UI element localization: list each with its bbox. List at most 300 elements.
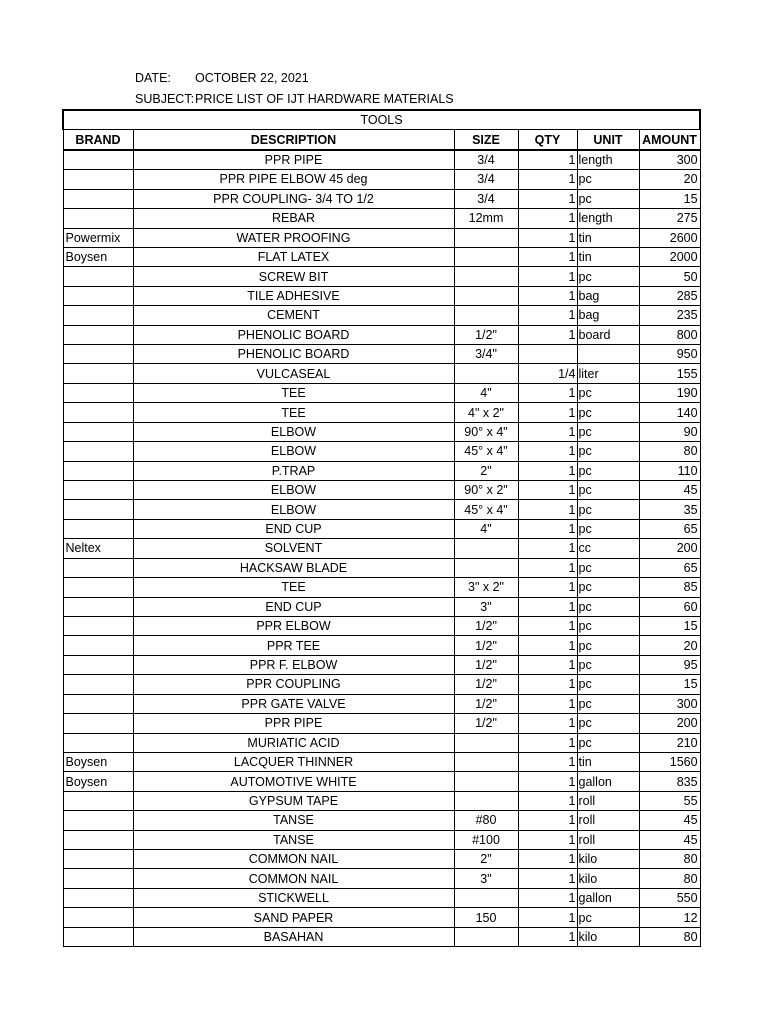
description-cell: ELBOW [133, 442, 454, 461]
table-row [63, 481, 700, 500]
amount-cell: 15 [639, 189, 700, 208]
description-cell: PPR PIPE [133, 150, 454, 170]
qty-cell: 1 [518, 908, 577, 927]
table-row [63, 675, 700, 694]
amount-cell: 45 [639, 481, 700, 500]
table-row [63, 558, 700, 577]
description-cell: PPR GATE VALVE [133, 694, 454, 713]
size-cell [454, 888, 518, 907]
unit-cell: pc [577, 461, 639, 480]
description-cell: COMMON NAIL [133, 869, 454, 888]
brand-cell [63, 209, 133, 228]
table-row [63, 850, 700, 869]
amount-cell: 835 [639, 772, 700, 791]
amount-cell: 300 [639, 694, 700, 713]
table-row [63, 500, 700, 519]
unit-cell: tin [577, 247, 639, 266]
amount-cell: 80 [639, 442, 700, 461]
qty-cell: 1 [518, 811, 577, 830]
size-cell [454, 228, 518, 247]
brand-cell [63, 558, 133, 577]
amount-cell: 140 [639, 403, 700, 422]
qty-cell: 1 [518, 403, 577, 422]
brand-cell [63, 519, 133, 538]
qty-cell: 1 [518, 150, 577, 170]
description-cell: PPR COUPLING- 3/4 TO 1/2 [133, 189, 454, 208]
table-row [63, 325, 700, 344]
brand-cell [63, 500, 133, 519]
qty-cell: 1 [518, 383, 577, 402]
description-cell: PPR F. ELBOW [133, 655, 454, 674]
column-header-qty: QTY [518, 130, 577, 150]
description-cell: SCREW BIT [133, 267, 454, 286]
table-row [63, 869, 700, 888]
qty-cell: 1 [518, 325, 577, 344]
description-cell: ELBOW [133, 422, 454, 441]
table-row [63, 170, 700, 189]
brand-cell [63, 830, 133, 849]
size-cell: 1/2" [454, 694, 518, 713]
description-cell: GYPSUM TAPE [133, 791, 454, 810]
brand-cell: Boysen [63, 247, 133, 266]
qty-cell: 1/4 [518, 364, 577, 383]
unit-cell: roll [577, 791, 639, 810]
table-row [63, 927, 700, 946]
amount-cell: 285 [639, 286, 700, 305]
table-row [63, 616, 700, 635]
table-row [63, 189, 700, 208]
amount-cell: 55 [639, 791, 700, 810]
qty-cell: 1 [518, 714, 577, 733]
unit-cell: pc [577, 267, 639, 286]
unit-cell: kilo [577, 869, 639, 888]
qty-cell: 1 [518, 752, 577, 771]
amount-cell: 80 [639, 850, 700, 869]
brand-cell [63, 655, 133, 674]
table-row [63, 714, 700, 733]
qty-cell: 1 [518, 694, 577, 713]
description-cell: SOLVENT [133, 539, 454, 558]
size-cell [454, 286, 518, 305]
description-cell: REBAR [133, 209, 454, 228]
unit-cell: pc [577, 694, 639, 713]
table-title: TOOLS [63, 110, 700, 130]
unit-cell: pc [577, 189, 639, 208]
description-cell: ELBOW [133, 481, 454, 500]
brand-cell [63, 345, 133, 364]
qty-cell: 1 [518, 228, 577, 247]
unit-cell: pc [577, 714, 639, 733]
unit-cell: pc [577, 481, 639, 500]
amount-cell: 35 [639, 500, 700, 519]
size-cell: 45° x 4" [454, 500, 518, 519]
qty-cell: 1 [518, 636, 577, 655]
qty-cell: 1 [518, 830, 577, 849]
size-cell [454, 364, 518, 383]
unit-cell: length [577, 209, 639, 228]
table-row [63, 772, 700, 791]
brand-cell [63, 403, 133, 422]
table-row [63, 364, 700, 383]
size-cell: 3" x 2" [454, 578, 518, 597]
qty-cell: 1 [518, 558, 577, 577]
date-line [135, 71, 309, 85]
brand-cell [63, 325, 133, 344]
description-cell: BASAHAN [133, 927, 454, 946]
size-cell [454, 791, 518, 810]
date-label: DATE: [135, 71, 171, 85]
unit-cell: pc [577, 675, 639, 694]
description-cell: TEE [133, 383, 454, 402]
amount-cell: 80 [639, 927, 700, 946]
amount-cell: 550 [639, 888, 700, 907]
unit-cell: board [577, 325, 639, 344]
qty-cell: 1 [518, 888, 577, 907]
amount-cell: 200 [639, 539, 700, 558]
qty-cell: 1 [518, 247, 577, 266]
qty-cell: 1 [518, 306, 577, 325]
table-row [63, 888, 700, 907]
amount-cell: 95 [639, 655, 700, 674]
table-row [63, 578, 700, 597]
table-row [63, 539, 700, 558]
qty-cell: 1 [518, 189, 577, 208]
size-cell: 1/2" [454, 655, 518, 674]
table-row [63, 247, 700, 266]
table-row [63, 345, 700, 364]
qty-cell: 1 [518, 500, 577, 519]
table-row [63, 733, 700, 752]
brand-cell: Boysen [63, 772, 133, 791]
size-cell: #80 [454, 811, 518, 830]
amount-cell: 200 [639, 714, 700, 733]
description-cell: END CUP [133, 597, 454, 616]
unit-cell: pc [577, 733, 639, 752]
table-row [63, 306, 700, 325]
brand-cell: Powermix [63, 228, 133, 247]
qty-cell: 1 [518, 170, 577, 189]
description-cell: PHENOLIC BOARD [133, 345, 454, 364]
amount-cell: 2600 [639, 228, 700, 247]
column-header-size: SIZE [454, 130, 518, 150]
size-cell: 1/2" [454, 616, 518, 635]
brand-cell [63, 733, 133, 752]
amount-cell: 15 [639, 675, 700, 694]
description-cell: VULCASEAL [133, 364, 454, 383]
size-cell: 90° x 4" [454, 422, 518, 441]
brand-cell [63, 675, 133, 694]
brand-cell [63, 170, 133, 189]
description-cell: WATER PROOFING [133, 228, 454, 247]
table-row [63, 811, 700, 830]
qty-cell: 1 [518, 267, 577, 286]
brand-cell [63, 850, 133, 869]
column-header-description: DESCRIPTION [133, 130, 454, 150]
size-cell: 150 [454, 908, 518, 927]
amount-cell: 190 [639, 383, 700, 402]
description-cell: PPR COUPLING [133, 675, 454, 694]
description-cell: HACKSAW BLADE [133, 558, 454, 577]
unit-cell: gallon [577, 888, 639, 907]
size-cell: 3" [454, 869, 518, 888]
unit-cell: tin [577, 228, 639, 247]
brand-cell [63, 636, 133, 655]
size-cell: 3" [454, 597, 518, 616]
amount-cell: 800 [639, 325, 700, 344]
size-cell: 45° x 4" [454, 442, 518, 461]
table-row [63, 908, 700, 927]
brand-cell [63, 422, 133, 441]
description-cell: TANSE [133, 811, 454, 830]
unit-cell: pc [577, 908, 639, 927]
unit-cell: pc [577, 655, 639, 674]
unit-cell [577, 345, 639, 364]
table-row [63, 150, 700, 170]
unit-cell: tin [577, 752, 639, 771]
subject-label: SUBJECT: [135, 92, 195, 106]
table-body [63, 150, 700, 947]
qty-cell: 1 [518, 850, 577, 869]
amount-cell: 80 [639, 869, 700, 888]
brand-cell [63, 306, 133, 325]
unit-cell: pc [577, 383, 639, 402]
description-cell: END CUP [133, 519, 454, 538]
description-cell: TANSE [133, 830, 454, 849]
size-cell [454, 733, 518, 752]
description-cell: ELBOW [133, 500, 454, 519]
unit-cell: pc [577, 422, 639, 441]
unit-cell: pc [577, 500, 639, 519]
brand-cell [63, 869, 133, 888]
unit-cell: length [577, 150, 639, 170]
size-cell: 3/4" [454, 345, 518, 364]
amount-cell: 65 [639, 519, 700, 538]
brand-cell [63, 927, 133, 946]
table-row [63, 694, 700, 713]
size-cell [454, 247, 518, 266]
size-cell: 4" [454, 383, 518, 402]
subject-value: PRICE LIST OF IJT HARDWARE MATERIALS [195, 92, 454, 106]
amount-cell: 210 [639, 733, 700, 752]
size-cell: 1/2" [454, 325, 518, 344]
size-cell: 2" [454, 461, 518, 480]
amount-cell: 2000 [639, 247, 700, 266]
unit-cell: cc [577, 539, 639, 558]
amount-cell: 20 [639, 636, 700, 655]
brand-cell [63, 694, 133, 713]
amount-cell: 275 [639, 209, 700, 228]
qty-cell: 1 [518, 461, 577, 480]
size-cell [454, 558, 518, 577]
qty-cell: 1 [518, 772, 577, 791]
unit-cell: pc [577, 578, 639, 597]
table-row [63, 267, 700, 286]
brand-cell [63, 811, 133, 830]
size-cell: 4" [454, 519, 518, 538]
brand-cell [63, 150, 133, 170]
table-row [63, 830, 700, 849]
table-row [63, 655, 700, 674]
description-cell: P.TRAP [133, 461, 454, 480]
description-cell: CEMENT [133, 306, 454, 325]
qty-cell: 1 [518, 578, 577, 597]
amount-cell: 85 [639, 578, 700, 597]
amount-cell: 235 [639, 306, 700, 325]
unit-cell: pc [577, 519, 639, 538]
table-row [63, 442, 700, 461]
table-row [63, 286, 700, 305]
brand-cell [63, 597, 133, 616]
size-cell [454, 267, 518, 286]
table-row [63, 209, 700, 228]
brand-cell: Neltex [63, 539, 133, 558]
description-cell: PHENOLIC BOARD [133, 325, 454, 344]
brand-cell [63, 888, 133, 907]
amount-cell: 45 [639, 830, 700, 849]
table-row [63, 383, 700, 402]
table-row [63, 403, 700, 422]
unit-cell: kilo [577, 927, 639, 946]
description-cell: SAND PAPER [133, 908, 454, 927]
price-list-table [62, 109, 701, 947]
table-row [63, 791, 700, 810]
table-row [63, 597, 700, 616]
description-cell: PPR PIPE [133, 714, 454, 733]
brand-cell [63, 461, 133, 480]
unit-cell: pc [577, 636, 639, 655]
qty-cell: 1 [518, 422, 577, 441]
brand-cell [63, 481, 133, 500]
description-cell: PPR TEE [133, 636, 454, 655]
column-header-brand: BRAND [63, 130, 133, 150]
size-cell [454, 772, 518, 791]
brand-cell [63, 791, 133, 810]
qty-cell: 1 [518, 519, 577, 538]
unit-cell: kilo [577, 850, 639, 869]
amount-cell: 45 [639, 811, 700, 830]
unit-cell: pc [577, 597, 639, 616]
description-cell: TEE [133, 578, 454, 597]
qty-cell: 1 [518, 927, 577, 946]
size-cell: 1/2" [454, 636, 518, 655]
brand-cell [63, 364, 133, 383]
brand-cell [63, 286, 133, 305]
unit-cell: roll [577, 811, 639, 830]
amount-cell: 300 [639, 150, 700, 170]
amount-cell: 950 [639, 345, 700, 364]
description-cell: FLAT LATEX [133, 247, 454, 266]
brand-cell [63, 578, 133, 597]
qty-cell: 1 [518, 286, 577, 305]
unit-cell: pc [577, 403, 639, 422]
amount-cell: 50 [639, 267, 700, 286]
table-row [63, 228, 700, 247]
size-cell [454, 927, 518, 946]
amount-cell: 65 [639, 558, 700, 577]
brand-cell [63, 908, 133, 927]
qty-cell: 1 [518, 481, 577, 500]
brand-cell [63, 714, 133, 733]
size-cell: 90° x 2" [454, 481, 518, 500]
brand-cell [63, 383, 133, 402]
size-cell [454, 306, 518, 325]
size-cell: 12mm [454, 209, 518, 228]
unit-cell: bag [577, 306, 639, 325]
brand-cell [63, 442, 133, 461]
description-cell: AUTOMOTIVE WHITE [133, 772, 454, 791]
brand-cell [63, 267, 133, 286]
amount-cell: 60 [639, 597, 700, 616]
amount-cell: 155 [639, 364, 700, 383]
table-row [63, 752, 700, 771]
size-cell [454, 539, 518, 558]
unit-cell: roll [577, 830, 639, 849]
qty-cell: 1 [518, 675, 577, 694]
qty-cell: 1 [518, 442, 577, 461]
column-header-row [63, 130, 700, 150]
size-cell: 3/4 [454, 150, 518, 170]
description-cell: COMMON NAIL [133, 850, 454, 869]
description-cell: TILE ADHESIVE [133, 286, 454, 305]
unit-cell: pc [577, 170, 639, 189]
size-cell [454, 752, 518, 771]
amount-cell: 15 [639, 616, 700, 635]
table-row [63, 422, 700, 441]
size-cell: 3/4 [454, 189, 518, 208]
table-row [63, 636, 700, 655]
qty-cell: 1 [518, 616, 577, 635]
unit-cell: liter [577, 364, 639, 383]
unit-cell: pc [577, 442, 639, 461]
qty-cell: 1 [518, 539, 577, 558]
amount-cell: 12 [639, 908, 700, 927]
date-value: OCTOBER 22, 2021 [195, 71, 309, 85]
size-cell: 1/2" [454, 675, 518, 694]
size-cell: #100 [454, 830, 518, 849]
column-header-unit: UNIT [577, 130, 639, 150]
table-row [63, 519, 700, 538]
table-row [63, 461, 700, 480]
brand-cell: Boysen [63, 752, 133, 771]
size-cell: 3/4 [454, 170, 518, 189]
qty-cell: 1 [518, 869, 577, 888]
unit-cell: gallon [577, 772, 639, 791]
description-cell: PPR ELBOW [133, 616, 454, 635]
description-cell: STICKWELL [133, 888, 454, 907]
unit-cell: pc [577, 616, 639, 635]
brand-cell [63, 189, 133, 208]
description-cell: PPR PIPE ELBOW 45 deg [133, 170, 454, 189]
column-header-amount: AMOUNT [639, 130, 700, 150]
amount-cell: 90 [639, 422, 700, 441]
size-cell: 4" x 2" [454, 403, 518, 422]
qty-cell: 1 [518, 733, 577, 752]
amount-cell: 20 [639, 170, 700, 189]
brand-cell [63, 616, 133, 635]
amount-cell: 110 [639, 461, 700, 480]
description-cell: LACQUER THINNER [133, 752, 454, 771]
qty-cell [518, 345, 577, 364]
qty-cell: 1 [518, 655, 577, 674]
qty-cell: 1 [518, 597, 577, 616]
unit-cell: bag [577, 286, 639, 305]
qty-cell: 1 [518, 791, 577, 810]
size-cell: 1/2" [454, 714, 518, 733]
size-cell: 2" [454, 850, 518, 869]
subject-line [135, 92, 454, 106]
description-cell: MURIATIC ACID [133, 733, 454, 752]
description-cell: TEE [133, 403, 454, 422]
